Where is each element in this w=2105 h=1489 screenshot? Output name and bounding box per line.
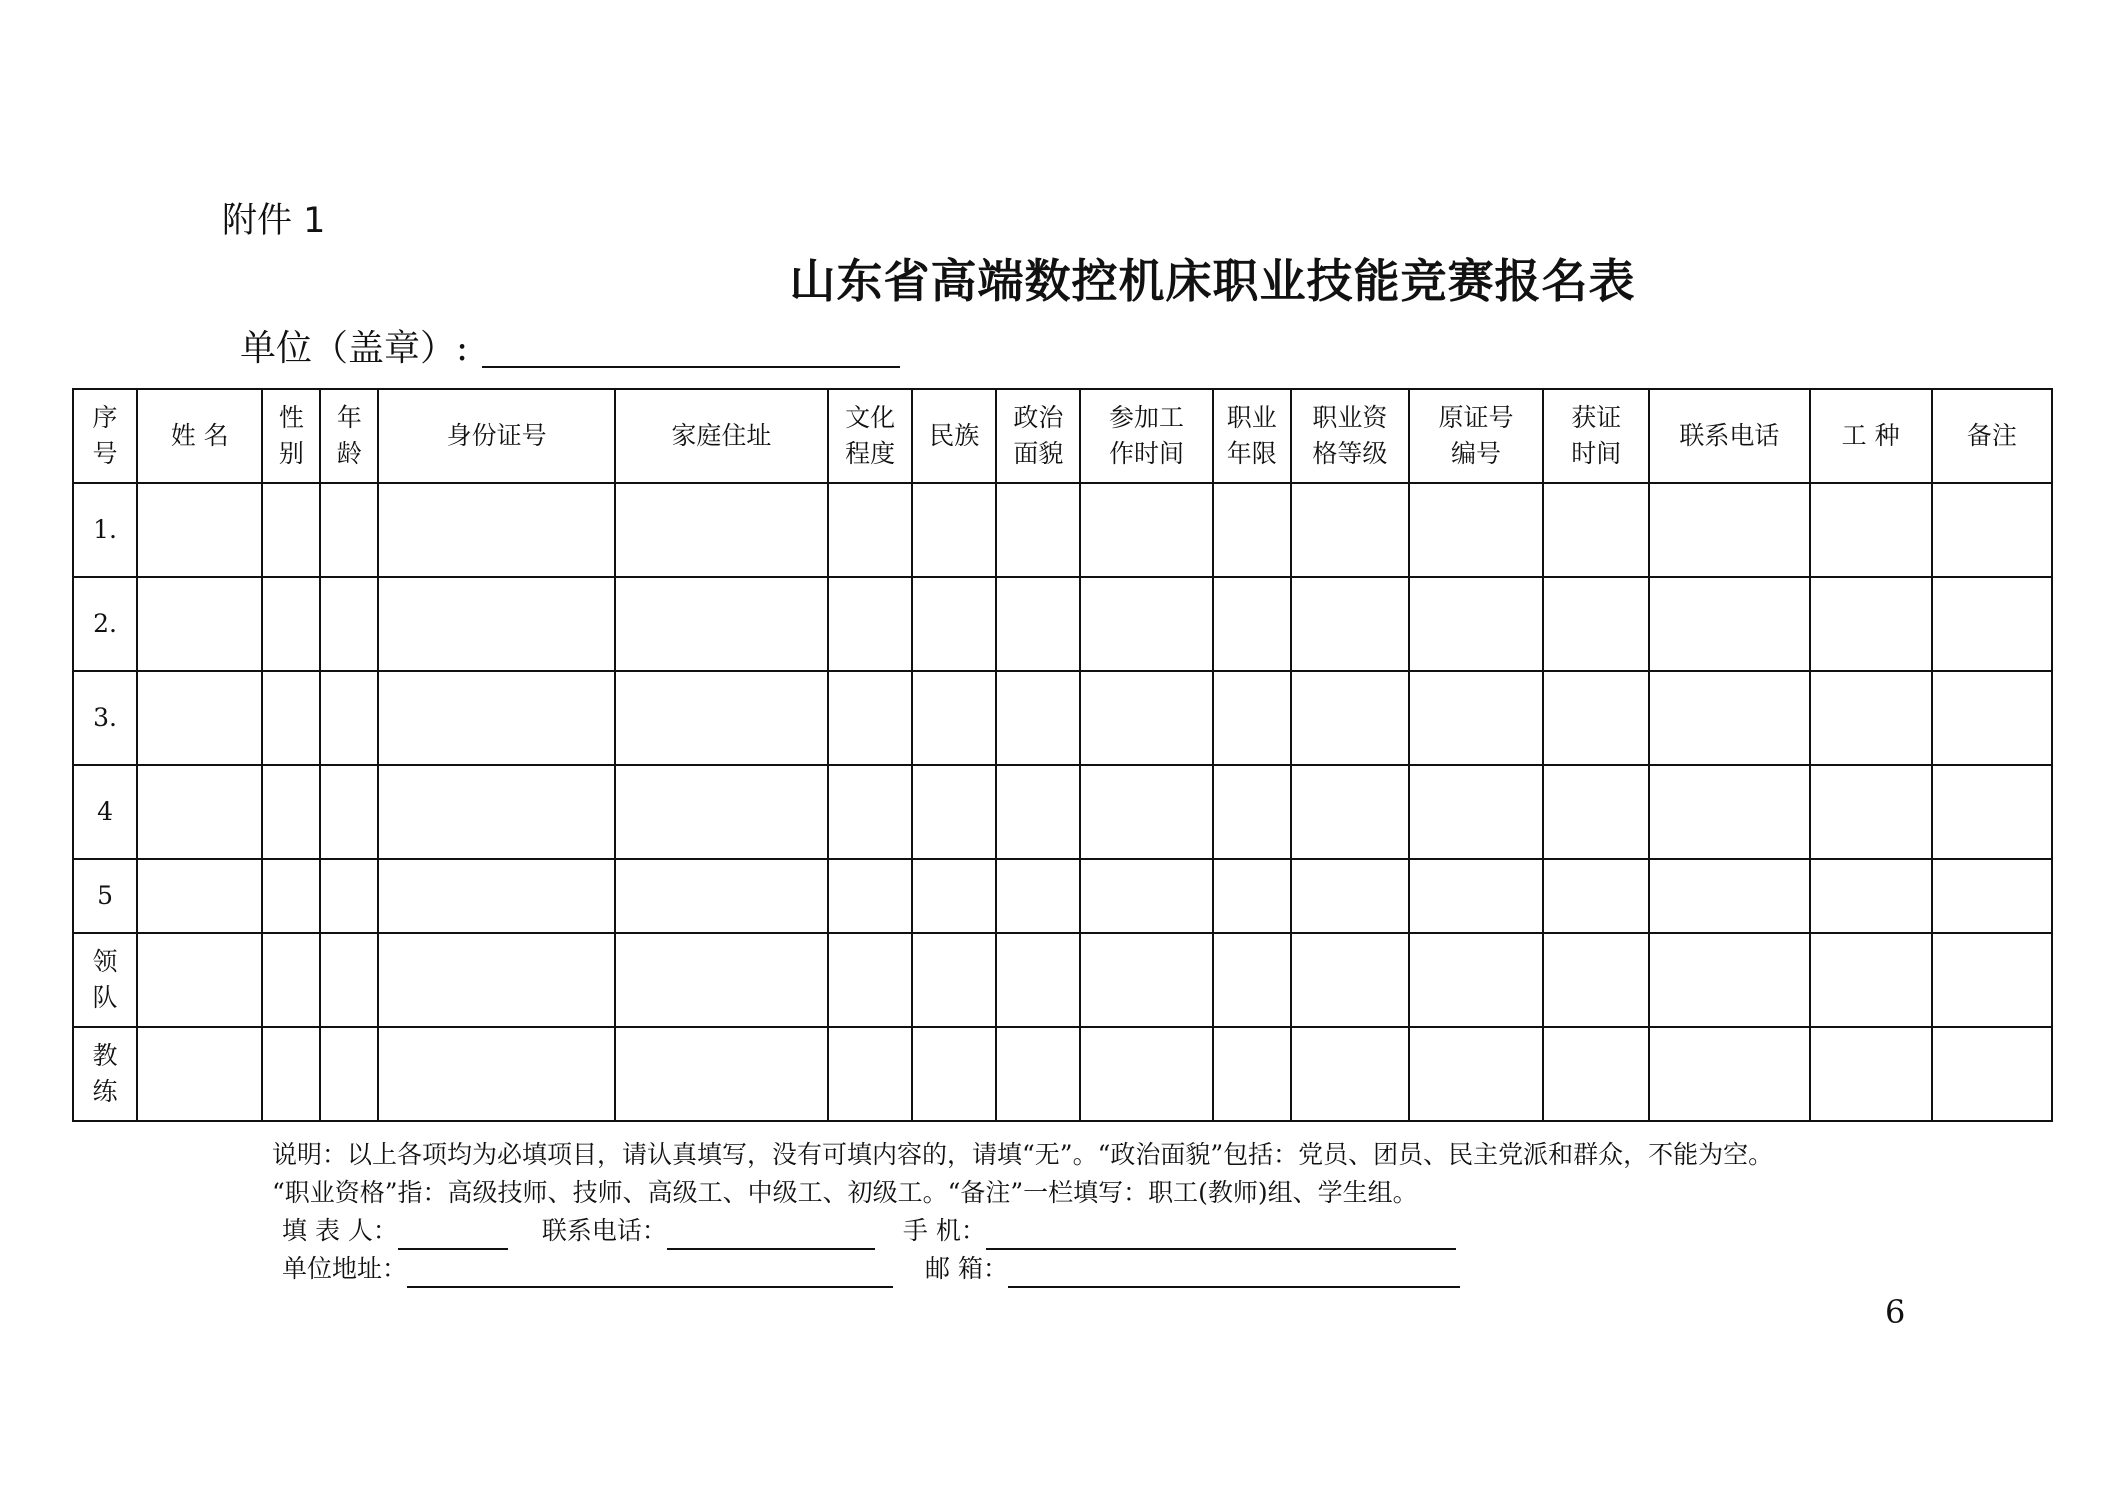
table-cell[interactable]: [1810, 933, 1932, 1027]
table-cell[interactable]: [378, 859, 614, 933]
table-cell[interactable]: [378, 765, 614, 859]
row-label: 领 队: [73, 933, 137, 1027]
table-cell[interactable]: [262, 933, 320, 1027]
table-cell[interactable]: [1080, 859, 1212, 933]
table-cell[interactable]: [1291, 483, 1409, 577]
table-cell[interactable]: [262, 859, 320, 933]
table-cell[interactable]: [137, 859, 262, 933]
table-cell[interactable]: [262, 577, 320, 671]
table-cell[interactable]: [262, 671, 320, 765]
fill-row-address: [282, 1250, 1460, 1288]
table-cell[interactable]: [1810, 859, 1932, 933]
table-row: [73, 1027, 2052, 1121]
instructions: [272, 1136, 1773, 1212]
table-cell[interactable]: [1291, 1027, 1409, 1121]
table-cell[interactable]: [912, 483, 996, 577]
table-cell[interactable]: [320, 859, 378, 933]
table-cell[interactable]: [137, 765, 262, 859]
table-cell[interactable]: [1932, 577, 2052, 671]
table-cell[interactable]: [378, 671, 614, 765]
table-cell[interactable]: [615, 859, 828, 933]
table-cell[interactable]: [996, 765, 1080, 859]
table-cell[interactable]: [1291, 577, 1409, 671]
table-cell[interactable]: [912, 933, 996, 1027]
table-cell[interactable]: [320, 933, 378, 1027]
table-cell[interactable]: [615, 671, 828, 765]
table-cell[interactable]: [137, 1027, 262, 1121]
table-cell[interactable]: [615, 933, 828, 1027]
table-cell[interactable]: [1213, 671, 1291, 765]
table-row: [73, 671, 2052, 765]
mobile-blank[interactable]: [986, 1218, 1456, 1250]
unit-stamp-blank[interactable]: [482, 366, 900, 368]
table-cell[interactable]: [320, 577, 378, 671]
table-cell[interactable]: [996, 1027, 1080, 1121]
table-cell[interactable]: [137, 671, 262, 765]
table-cell[interactable]: [1543, 765, 1649, 859]
table-cell[interactable]: [1932, 859, 2052, 933]
table-cell[interactable]: [615, 765, 828, 859]
table-cell[interactable]: [1649, 671, 1809, 765]
table-cell[interactable]: [1649, 577, 1809, 671]
table-cell[interactable]: [1810, 577, 1932, 671]
table-cell[interactable]: [262, 765, 320, 859]
table-cell[interactable]: [1810, 671, 1932, 765]
table-cell[interactable]: [1543, 933, 1649, 1027]
contact-phone-label: 联系电话：: [541, 1216, 667, 1245]
table-cell[interactable]: [1409, 483, 1543, 577]
header-cell-work-years: 职业 年限: [1213, 389, 1291, 483]
table-cell[interactable]: [1810, 765, 1932, 859]
table-cell[interactable]: [912, 859, 996, 933]
unit-address-label: 单位地址：: [282, 1254, 408, 1283]
email-label: 邮 箱：: [925, 1254, 1008, 1283]
table-cell[interactable]: [1080, 765, 1212, 859]
table-cell[interactable]: [1080, 483, 1212, 577]
table-cell[interactable]: [1543, 1027, 1649, 1121]
table-cell[interactable]: [1213, 933, 1291, 1027]
table-cell[interactable]: [1080, 933, 1212, 1027]
table-cell[interactable]: [828, 1027, 912, 1121]
table-cell[interactable]: [1409, 671, 1543, 765]
table-cell[interactable]: [1649, 483, 1809, 577]
attachment-label: 附件 1: [222, 201, 326, 241]
row-label: 3.: [73, 671, 137, 765]
table-cell[interactable]: [1649, 1027, 1809, 1121]
table-cell[interactable]: [1932, 933, 2052, 1027]
table-cell[interactable]: [378, 577, 614, 671]
fill-row-contacts: [282, 1212, 1456, 1250]
contact-phone-blank[interactable]: [667, 1218, 875, 1250]
header-cell-qualification: 职业资 格等级: [1291, 389, 1409, 483]
header-cell-trade: 工 种: [1810, 389, 1932, 483]
table-cell[interactable]: [1543, 859, 1649, 933]
table-cell[interactable]: [320, 483, 378, 577]
header-cell-cert-number: 原证号 编号: [1409, 389, 1543, 483]
table-cell[interactable]: [1543, 577, 1649, 671]
table-cell[interactable]: [996, 577, 1080, 671]
table-cell[interactable]: [1409, 765, 1543, 859]
header-cell-gender: 性 别: [262, 389, 320, 483]
unit-address-blank[interactable]: [407, 1256, 893, 1288]
row-label: 2.: [73, 577, 137, 671]
header-cell-phone: 联系电话: [1649, 389, 1809, 483]
table-cell[interactable]: [1409, 577, 1543, 671]
table-cell[interactable]: [1649, 765, 1809, 859]
table-cell[interactable]: [912, 1027, 996, 1121]
header-cell-remarks: 备注: [1932, 389, 2052, 483]
row-label: 5: [73, 859, 137, 933]
table-cell[interactable]: [615, 577, 828, 671]
header-cell-cert-date: 获证 时间: [1543, 389, 1649, 483]
table-cell[interactable]: [320, 671, 378, 765]
table-cell[interactable]: [1932, 765, 2052, 859]
row-label: 教 练: [73, 1027, 137, 1121]
table-cell[interactable]: [1213, 765, 1291, 859]
table-cell[interactable]: [615, 483, 828, 577]
unit-stamp-label: 单位（盖章）:: [240, 328, 469, 369]
header-cell-serial: 序 号: [73, 389, 137, 483]
table-cell[interactable]: [1080, 671, 1212, 765]
table-cell[interactable]: [262, 483, 320, 577]
table-cell[interactable]: [828, 483, 912, 577]
table-cell[interactable]: [828, 933, 912, 1027]
table-cell[interactable]: [1932, 483, 2052, 577]
header-cell-home-address: 家庭住址: [615, 389, 828, 483]
table-cell[interactable]: [137, 483, 262, 577]
table-cell[interactable]: [615, 1027, 828, 1121]
table-cell[interactable]: [137, 577, 262, 671]
table-cell[interactable]: [1649, 933, 1809, 1027]
table-cell[interactable]: [1649, 859, 1809, 933]
table-cell[interactable]: [1213, 859, 1291, 933]
table-cell[interactable]: [996, 483, 1080, 577]
table-cell[interactable]: [1213, 577, 1291, 671]
table-cell[interactable]: [378, 1027, 614, 1121]
table-cell[interactable]: [1543, 483, 1649, 577]
table-cell[interactable]: [1810, 1027, 1932, 1121]
filler-label: 填 表 人：: [282, 1216, 398, 1245]
header-cell-ethnicity: 民族: [912, 389, 996, 483]
table-cell[interactable]: [828, 671, 912, 765]
instructions-line-1: 说明：以上各项均为必填项目，请认真填写，没有可填内容的，请填“无”。“政治面貌”包括：党员、团员、民主党派和群众，不能为空。: [272, 1140, 1774, 1169]
table-cell[interactable]: [320, 1027, 378, 1121]
table-cell[interactable]: [1810, 483, 1932, 577]
table-cell[interactable]: [320, 765, 378, 859]
table-row: [73, 483, 2052, 577]
email-blank[interactable]: [1008, 1256, 1460, 1288]
table-cell[interactable]: [1291, 933, 1409, 1027]
table-cell[interactable]: [996, 933, 1080, 1027]
row-label: 4: [73, 765, 137, 859]
page-number: 6: [1885, 1293, 1906, 1331]
table-cell[interactable]: [996, 859, 1080, 933]
table-row: [73, 577, 2052, 671]
table-cell[interactable]: [1291, 765, 1409, 859]
mobile-label: 手 机：: [902, 1216, 986, 1245]
table-cell[interactable]: [1543, 671, 1649, 765]
table-cell[interactable]: [1932, 1027, 2052, 1121]
table-cell[interactable]: [137, 933, 262, 1027]
table-cell[interactable]: [1409, 859, 1543, 933]
table-cell[interactable]: [1409, 933, 1543, 1027]
table-cell[interactable]: [912, 577, 996, 671]
table-cell[interactable]: [262, 1027, 320, 1121]
header-cell-name: 姓 名: [137, 389, 262, 483]
header-cell-age: 年 龄: [320, 389, 378, 483]
table-cell[interactable]: [1213, 483, 1291, 577]
table-row: [73, 765, 2052, 859]
table-cell[interactable]: [828, 577, 912, 671]
table-cell[interactable]: [1291, 859, 1409, 933]
table-cell[interactable]: [1291, 671, 1409, 765]
form-title: 山东省高端数控机床职业技能竞赛报名表: [789, 254, 1636, 308]
registration-table: [72, 388, 2053, 1122]
table-cell[interactable]: [912, 671, 996, 765]
table-cell[interactable]: [378, 933, 614, 1027]
filler-blank[interactable]: [398, 1218, 508, 1250]
table-cell[interactable]: [828, 765, 912, 859]
row-label: 1.: [73, 483, 137, 577]
instructions-line-2: “职业资格”指：高级技师、技师、高级工、中级工、初级工。“备注”一栏填写：职工(教师)组、学生组。: [272, 1178, 1418, 1207]
header-cell-work-start: 参加工 作时间: [1080, 389, 1212, 483]
header-cell-id-number: 身份证号: [378, 389, 614, 483]
table-row: [73, 933, 2052, 1027]
table-cell[interactable]: [1409, 1027, 1543, 1121]
table-cell[interactable]: [378, 483, 614, 577]
table-cell[interactable]: [1932, 671, 2052, 765]
header-row: [73, 389, 2052, 483]
table-row: [73, 859, 2052, 933]
table-cell[interactable]: [912, 765, 996, 859]
table-cell[interactable]: [828, 859, 912, 933]
table-cell[interactable]: [1213, 1027, 1291, 1121]
table-cell[interactable]: [996, 671, 1080, 765]
header-cell-education: 文化 程度: [828, 389, 912, 483]
table-cell[interactable]: [1080, 1027, 1212, 1121]
table-cell[interactable]: [1080, 577, 1212, 671]
header-cell-political-status: 政治 面貌: [996, 389, 1080, 483]
